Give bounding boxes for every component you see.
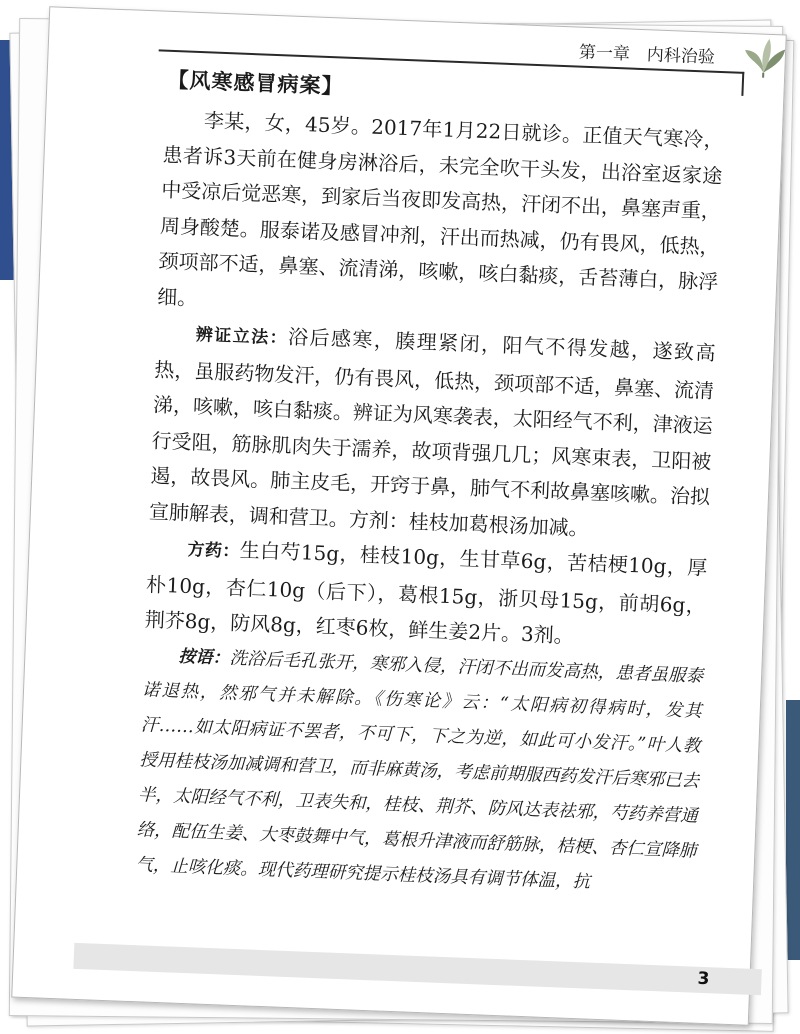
diagnosis-text: 浴后感寒，腠理紧闭，阳气不得发越，遂致高热，虽服药物发汗，仍有畏风，低热，颈项部不适，鼻塞、流清涕，咳嗽，咳白黏痰。辨证为风寒袭表，太阳经气不利，津液运行受阻，筋脉肌肉失于濡养，故项背强几几；风寒束表，卫阳被遏，故畏风。肺主皮毛，开窍于鼻，肺气不利故鼻塞咳嗽。治拟宣肺解表，调和营卫。方剂：桂枝加葛根汤加减。 <box>148 324 716 540</box>
page-number: 3 <box>697 968 710 990</box>
commentary-paragraph <box>135 638 704 904</box>
chapter-heading: 第一章 内科治验 <box>578 42 716 68</box>
commentary-label: 按语： <box>178 646 230 669</box>
page-body <box>135 102 725 904</box>
diagnosis-label: 辨证立法： <box>195 325 289 349</box>
prescription-paragraph <box>144 529 708 659</box>
background-book-edge <box>786 700 800 960</box>
case-description: 李某，女，45岁。2017年1月22日就诊。正值天气寒冷，患者诉3天前在健身房淋浴后，未完全吹干头发，出浴室返家途中受凉后觉恶寒，到家后当夜即发高热，汗闭不出，鼻塞声重，周身酸楚。服泰诺及感冒冲剂，汗出而热减，仍有畏风，低热，颈项部不适，鼻塞、流清涕，咳嗽，咳白黏痰，舌苔薄白，脉浮细。 <box>156 108 725 310</box>
commentary-text: 洗浴后毛孔张开，寒邪入侵，汗闭不出而发高热，患者虽服泰诺退热，然邪气并未解除。《伤寒论》云：“太阳病初得病时，发其汗……如太阳病证不罢者，不可下，下之为逆，如此可小发汗。”叶人教授用桂枝汤加减调和营卫，而非麻黄汤，考虑前期服西药发汗后寒邪已去半，太阳经气不利，卫表失和，桂枝、荆芥、防风达表祛邪，芍药养营通络，配伍生姜、大枣鼓舞中气，葛根升津液而舒筋脉，桔梗、杏仁宣降肺气，止咳化痰。现代药理研究提示桂枝汤具有调节体温，抗 <box>135 648 704 893</box>
footer-band <box>73 943 761 995</box>
book-page <box>11 6 787 1026</box>
diagnosis-paragraph <box>148 315 716 551</box>
case-title: 【风寒感冒病案】 <box>167 67 344 99</box>
leaf-icon <box>740 36 788 80</box>
prescription-label: 方药： <box>187 539 241 562</box>
prescription-text: 生白芍15g，桂枝10g，生甘草6g，苦桔梗10g，厚朴10g，杏仁10g（后下），葛根15g，浙贝母15g，前胡6g，荆芥8g，防风8g，红枣6枚，鲜生姜2片。3剂。 <box>144 537 708 648</box>
